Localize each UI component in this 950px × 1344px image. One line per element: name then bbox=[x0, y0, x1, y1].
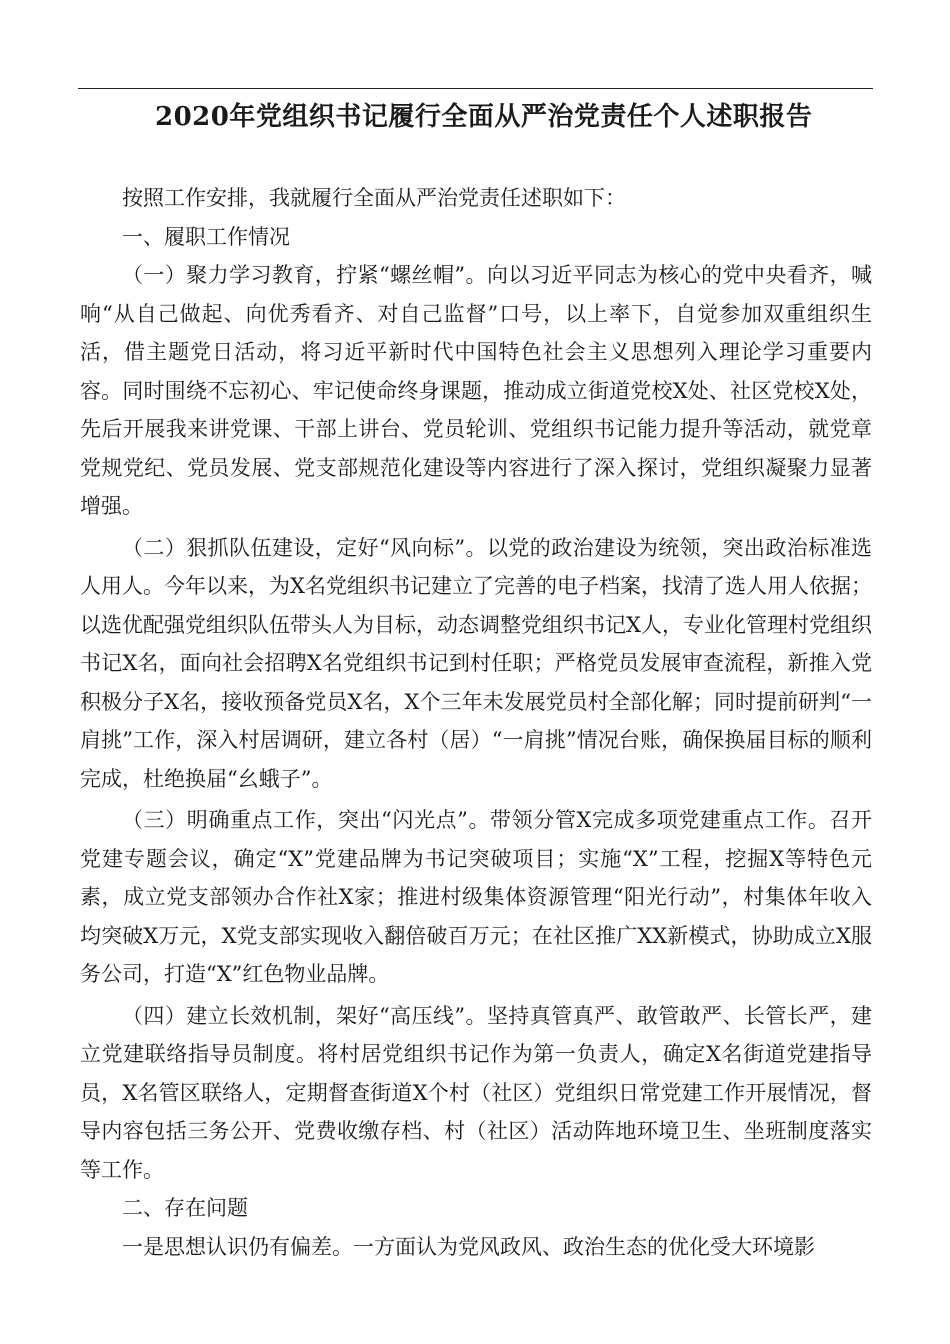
header-rule bbox=[78, 88, 873, 89]
document-title: 2020年党组织书记履行全面从严治党责任个人述职报告 bbox=[155, 102, 813, 132]
paragraph-study-education: （一）聚力学习教育，拧紧“螺丝帽”。向以习近平同志为核心的党中央看齐，喊响“从自己做起、向优秀看齐、对自己监督”口号，以上率下，自觉参加双重组织生活，借主题党日活动，将习近平新时代中国特色社会主义思想列入理论学习重要内容。同时围绕不忘初心、牢记使命终身课题，推动成立街道党校X处、社区党校X处，先后开展我来讲党课、干部上讲台、党员轮训、党组织书记能力提升等活动，就党章党规党纪、党员发展、党支部规范化建设等内容进行了深入探讨，党组织凝聚力显著增强。 bbox=[80, 263, 872, 518]
paragraph-team-building: （二）狠抓队伍建设，定好“风向标”。以党的政治建设为统领，突出政治标准选人用人。今年以来，为X名党组织书记建立了完善的电子档案，找清了选人用人依据；以选优配强党组织队伍带头人为目标，动态调整党组织书记X人，专业化管理村党组织书记X名，面向社会招聘X名党组织书记到村任职；严格党员发展审查流程，新推入党积极分子X名，接收预备党员X名，X个三年未发展党员村全部化解；同时提前研判“一肩挑”工作，深入村居调研，建立各村（居）“一肩挑”情况台账，确保换届目标的顺利完成，杜绝换届“幺蛾子”。 bbox=[80, 535, 872, 791]
section-heading-problems: 二、存在问题 bbox=[122, 1196, 248, 1220]
intro-paragraph: 按照工作安排，我就履行全面从严治党责任述职如下： bbox=[122, 186, 626, 210]
paragraph-long-term-mechanism: （四）建立长效机制，架好“高压线”。坚持真管真严、敢管敢严、长管长严，建立党建联络指导员制度。将村居党组织书记作为第一负责人，确定X名街道党建指导员，X名管区联络人，定期督查街道X个村（社区）党组织日常党建工作开展情况，督导内容包括三务公开、党费收缴存档、村（社区）活动阵地环境卫生、坐班制度落实等工作。 bbox=[80, 1003, 872, 1182]
paragraph-problem-one: 一是思想认识仍有偏差。一方面认为党风政风、政治生态的优化受大环境影 bbox=[122, 1234, 815, 1259]
document-body bbox=[80, 179, 872, 1266]
paragraph-key-work: （三）明确重点工作，突出“闪光点”。带领分管X完成多项党建重点工作。召开党建专题会议，确定“X”党建品牌为书记突破项目；实施“X”工程，挖掘X等特色元素，成立党支部领办合作社X家；推进村级集体资源管理“阳光行动”，村集体年收入均突破X万元，X党支部实现收入翻倍破百万元；在社区推广XX新模式，协助成立X服务公司，打造“X”红色物业品牌。 bbox=[80, 808, 872, 986]
section-heading-performance: 一、履职工作情况 bbox=[122, 224, 290, 249]
